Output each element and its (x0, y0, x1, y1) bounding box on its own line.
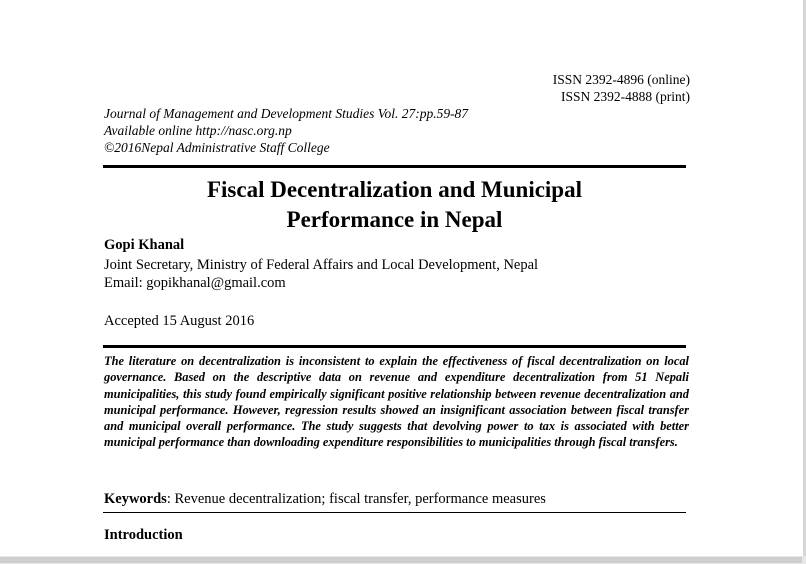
issn-print: ISSN 2392-4888 (print) (561, 89, 690, 104)
header-rule (103, 165, 686, 168)
keywords-label: Keywords (104, 491, 167, 507)
copyright-line: ©2016Nepal Administrative Staff College (104, 140, 330, 155)
abstract-text: The literature on decentralization is inconsistent to explain the effectiveness of fiscal decentralization on local governance. Based on the descriptive data on revenue and expenditure decentralization from 51 Nepali municipalities, this study found empirically significant positive relationship between revenue decentralization and municipal performance. However, regression results showed an insignificant association between fiscal transfer and municipal overall performance. The study suggests that devolving power to tax is associated with better municipal performance than downloading expenditure responsibilities to municipalities through fiscal transfers. (104, 354, 689, 450)
abstract-bottom-rule (103, 512, 686, 513)
horizontal-scrollbar-thumb[interactable] (0, 557, 802, 563)
abstract-top-rule (103, 345, 686, 348)
paper-title-line-1: Fiscal Decentralization and Municipal (206, 177, 582, 202)
author-email: Email: gopikhanal@gmail.com (104, 275, 286, 291)
keywords-line (104, 490, 546, 508)
author-name: Gopi Khanal (104, 237, 185, 253)
accepted-date: Accepted 15 August 2016 (104, 313, 255, 329)
author-affiliation: Joint Secretary, Ministry of Federal Affairs and Local Development, Nepal (104, 257, 539, 273)
paper-title-line-2: Performance in Nepal (286, 207, 503, 232)
keywords-text: : Revenue decentralization; fiscal transfer, performance measures (166, 491, 546, 507)
issn-online: ISSN 2392-4896 (online) (552, 72, 690, 87)
journal-citation: Journal of Management and Development Studies Vol. 27:pp.59-87 (104, 106, 469, 121)
availability-line: Available online http://nasc.org.np (104, 123, 292, 138)
section-heading-introduction: Introduction (104, 527, 183, 543)
